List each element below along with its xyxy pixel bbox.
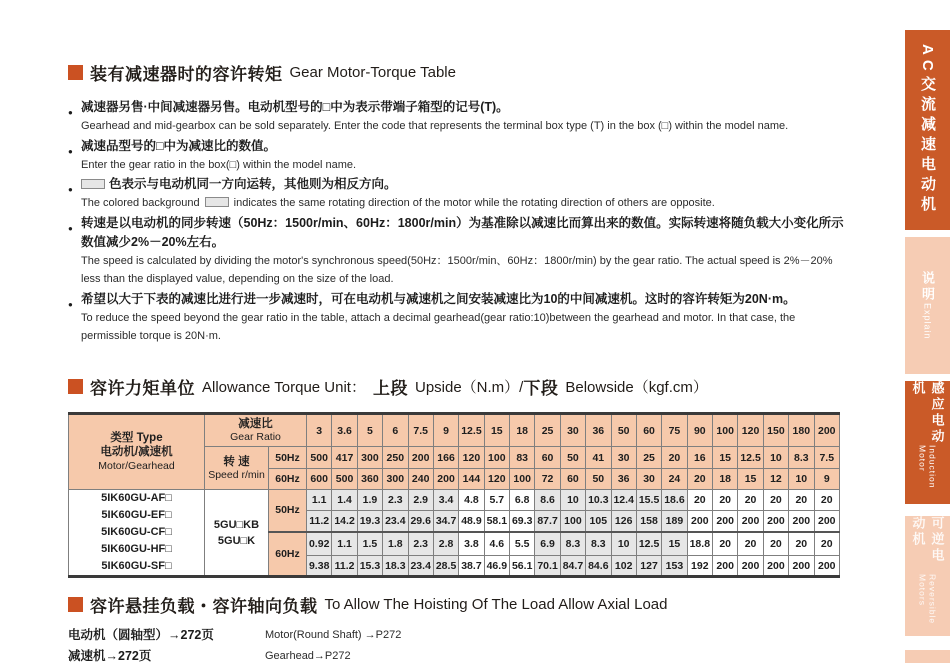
note-zh: [68, 175, 846, 194]
torque-60hz-nm: 12.5: [636, 532, 661, 556]
torque-table: [68, 412, 840, 578]
torque-60hz-kgfcm: 28.5: [433, 556, 458, 577]
speed-50hz-value: 16: [687, 447, 712, 469]
reference-row: [68, 625, 846, 646]
speed-label-zh: 转 速: [223, 455, 250, 468]
torque-table-container: [68, 412, 840, 578]
speed-50hz-value: 300: [357, 447, 382, 469]
type-header-line: 类型 Type: [110, 432, 163, 444]
torque-60hz-nm: 4.6: [484, 532, 509, 556]
gear-ratio-value: 30: [560, 414, 585, 447]
heading-downside-en: Belowside（kgf.cm）: [565, 379, 708, 396]
torque-50hz-nm: 20: [763, 490, 788, 511]
section-heading-torque-unit: [68, 374, 708, 399]
torque-60hz-nm: 5.5: [510, 532, 535, 556]
torque-50hz-kgfcm: 69.3: [510, 511, 535, 532]
speed-50hz-value: 20: [662, 447, 687, 469]
note-zh: ● 希望以大于下表的减速比进行进一步减速时，可在电动机与减速机之间安装减速比为10的中间减速机。这时的容许转矩为20N·m。: [68, 290, 846, 309]
speed-60hz-value: 144: [459, 469, 484, 490]
gearhead-cell: [205, 490, 269, 577]
note-en: Gearhead and mid-gearbox can be sold separately. Enter the code that represents the terminal box type (T) in the box (□) within the model name.: [81, 120, 789, 132]
note-item: [68, 214, 846, 289]
torque-50hz-kgfcm: 200: [814, 511, 840, 532]
torque-50hz-kgfcm: 48.9: [459, 511, 484, 532]
reference-zh: 电动机（圆轴型）→272页: [68, 628, 214, 642]
speed-label-en: Speed r/min: [208, 468, 265, 481]
speed-50hz-value: 7.5: [814, 447, 840, 469]
speed-50hz-value: 41: [586, 447, 611, 469]
speed-50hz-value: 15: [713, 447, 738, 469]
tab-text: [917, 44, 938, 216]
torque-60hz-kgfcm: 200: [713, 556, 738, 577]
gear-ratio-value: 36: [586, 414, 611, 447]
model-name: 5IK60GU-HF□: [101, 543, 172, 555]
speed-60hz-value: 24: [662, 469, 687, 490]
reference-links: [68, 625, 846, 663]
torque-60hz-nm: 0.92: [307, 532, 332, 556]
heading-en: Allowance Torque Unit：: [202, 379, 366, 396]
heading-en: To Allow The Hoisting Of The Load Allow Axial Load: [324, 596, 668, 613]
gear-ratio-label-zh: 减速比: [238, 418, 273, 430]
model-name: 5IK60GU-SF□: [101, 560, 172, 572]
gear-ratio-value: 5: [357, 414, 382, 447]
speed-60hz-value: 60: [560, 469, 585, 490]
heading-downside-zh: 下段: [523, 379, 559, 398]
torque-60hz-kgfcm: 11.2: [332, 556, 357, 577]
tab-text: [918, 271, 937, 340]
col-header-type: [69, 414, 205, 490]
hz-label-60: 60Hz: [269, 469, 307, 490]
tab-reversible-motors: [905, 516, 950, 636]
col-header-speed: [205, 447, 269, 490]
speed-60hz-value: 72: [535, 469, 560, 490]
gear-ratio-value: 200: [814, 414, 840, 447]
torque-60hz-kgfcm: 84.6: [586, 556, 611, 577]
torque-50hz-nm: 8.6: [535, 490, 560, 511]
gear-ratio-value: 9: [433, 414, 458, 447]
tab-induction-motor: [905, 381, 950, 504]
model-name: 5IK60GU-CF□: [101, 526, 172, 538]
torque-60hz-kgfcm: 102: [611, 556, 636, 577]
speed-60hz-value: 50: [586, 469, 611, 490]
torque-50hz-nm: 18.6: [662, 490, 687, 511]
torque-50hz-nm: 20: [687, 490, 712, 511]
tab-label-zh: 可逆电动机: [910, 516, 945, 564]
type-header-line: Motor/Gearhead: [98, 460, 175, 472]
torque-60hz-nm: 15: [662, 532, 687, 556]
speed-60hz-value: 360: [357, 469, 382, 490]
torque-60hz-nm: 20: [789, 532, 814, 556]
torque-50hz-kgfcm: 189: [662, 511, 687, 532]
notes-list: [68, 98, 846, 346]
page-edge-index: [905, 0, 950, 663]
tab-label-zh: 感应电动机: [910, 381, 945, 445]
note-item: [68, 175, 846, 213]
heading-upside-en: Upside（N.m）/: [414, 379, 524, 396]
torque-50hz-nm: 20: [789, 490, 814, 511]
gear-ratio-value: 100: [713, 414, 738, 447]
torque-50hz-nm: 10: [560, 490, 585, 511]
tab-ac-gear-motor: [905, 30, 950, 230]
torque-60hz-kgfcm: 127: [636, 556, 661, 577]
torque-50hz-kgfcm: 34.7: [433, 511, 458, 532]
torque-50hz-nm: 20: [713, 490, 738, 511]
note-item: [68, 290, 846, 346]
torque-50hz-nm: 1.9: [357, 490, 382, 511]
gear-ratio-value: 60: [636, 414, 661, 447]
tab-label-zh: AC交流减速电动机: [919, 44, 936, 216]
torque-50hz-kgfcm: 200: [687, 511, 712, 532]
speed-60hz-value: 15: [738, 469, 763, 490]
reference-en: Motor(Round Shaft) →P272: [265, 629, 402, 641]
torque-50hz-nm: 20: [814, 490, 840, 511]
speed-60hz-value: 300: [383, 469, 408, 490]
gear-ratio-value: 12.5: [459, 414, 484, 447]
tab-next-section-stub: [905, 650, 950, 663]
note-en: The speed is calculated by dividing the motor's synchronous speed(50Hz：1500r/min、60Hz：1800r/min) by the gear ratio. The actual speed is 2%－20% less than the displayed value, depending on the size of the load.: [81, 254, 833, 285]
gearhead-name: 5GU□K: [217, 534, 256, 547]
torque-60hz-nm: 6.9: [535, 532, 560, 556]
gear-ratio-value: 90: [687, 414, 712, 447]
tab-explain: [905, 237, 950, 374]
speed-50hz-value: 500: [307, 447, 332, 469]
torque-50hz-nm: 10.3: [586, 490, 611, 511]
tab-label-en: Explain: [922, 303, 933, 340]
torque-60hz-kgfcm: 70.1: [535, 556, 560, 577]
speed-50hz-value: 120: [459, 447, 484, 469]
gearhead-name: 5GU□KB: [213, 518, 260, 531]
torque-60hz-nm: 20: [713, 532, 738, 556]
torque-50hz-nm: 15.5: [636, 490, 661, 511]
torque-60hz-kgfcm: 56.1: [510, 556, 535, 577]
gear-ratio-value: 3: [307, 414, 332, 447]
speed-50hz-value: 50: [560, 447, 585, 469]
torque-60hz-kgfcm: 153: [662, 556, 687, 577]
gear-ratio-value: 75: [662, 414, 687, 447]
torque-60hz-kgfcm: 23.4: [408, 556, 433, 577]
speed-50hz-value: 166: [433, 447, 458, 469]
speed-60hz-value: 240: [408, 469, 433, 490]
speed-50hz-value: 250: [383, 447, 408, 469]
heading-zh: 容许悬挂负载・容许轴向负载: [90, 597, 318, 616]
speed-60hz-value: 120: [484, 469, 509, 490]
torque-60hz-kgfcm: 9.38: [307, 556, 332, 577]
hz-row-label-50: 50Hz: [269, 490, 307, 532]
torque-60hz-nm: 1.5: [357, 532, 382, 556]
torque-60hz-nm: 20: [814, 532, 840, 556]
speed-60hz-value: 9: [814, 469, 840, 490]
speed-50hz-value: 12.5: [738, 447, 763, 469]
torque-60hz-nm: 8.3: [560, 532, 585, 556]
tab-label-en: Reversible Motors: [917, 574, 938, 625]
section-allowance-torque-unit: [68, 374, 708, 399]
note-en: Enter the gear ratio in the box(□) within the model name.: [81, 158, 357, 171]
heading-square-icon: [68, 65, 83, 80]
heading-en: Gear Motor-Torque Table: [289, 64, 456, 81]
tab-text: [909, 516, 947, 636]
hz-label-50: 50Hz: [269, 447, 307, 469]
torque-50hz-kgfcm: 200: [738, 511, 763, 532]
note-zh: ● 减速品型号的□中为减速比的数值。: [68, 137, 846, 156]
gear-ratio-label-en: Gear Ratio: [230, 431, 281, 443]
reference-en: Gearhead→P272: [265, 650, 351, 662]
reference-row: [68, 646, 846, 663]
torque-50hz-nm: 2.3: [383, 490, 408, 511]
torque-60hz-kgfcm: 46.9: [484, 556, 509, 577]
section-heading-torque-table: [68, 60, 846, 85]
speed-60hz-value: 18: [713, 469, 738, 490]
note-en-text: The colored background: [81, 197, 200, 209]
torque-50hz-kgfcm: 105: [586, 511, 611, 532]
model-list-cell: [69, 490, 205, 577]
torque-50hz-kgfcm: 19.3: [357, 511, 382, 532]
torque-50hz-nm: 2.9: [408, 490, 433, 511]
gear-ratio-value: 7.5: [408, 414, 433, 447]
speed-50hz-value: 8.3: [789, 447, 814, 469]
torque-60hz-kgfcm: 18.3: [383, 556, 408, 577]
gear-ratio-value: 150: [763, 414, 788, 447]
torque-50hz-nm: 5.7: [484, 490, 509, 511]
torque-60hz-nm: 2.8: [433, 532, 458, 556]
note-zh: ● 减速器另售·中间减速器另售。电动机型号的□中为表示带端子箱型的记号(T)。: [68, 98, 846, 117]
heading-zh: 容许力矩单位: [90, 379, 195, 398]
torque-60hz-nm: 3.8: [459, 532, 484, 556]
torque-60hz-kgfcm: 200: [763, 556, 788, 577]
speed-50hz-value: 30: [611, 447, 636, 469]
torque-50hz-kgfcm: 58.1: [484, 511, 509, 532]
speed-60hz-value: 30: [636, 469, 661, 490]
torque-60hz-kgfcm: 200: [789, 556, 814, 577]
speed-50hz-value: 83: [510, 447, 535, 469]
speed-60hz-value: 600: [307, 469, 332, 490]
note-item: [68, 98, 846, 136]
section-torque-notes: [68, 60, 846, 347]
speed-50hz-value: 25: [636, 447, 661, 469]
speed-60hz-value: 36: [611, 469, 636, 490]
gear-ratio-value: 25: [535, 414, 560, 447]
gear-ratio-value: 50: [611, 414, 636, 447]
speed-50hz-value: 60: [535, 447, 560, 469]
tab-label-zh: 说明: [920, 271, 935, 304]
torque-60hz-kgfcm: 192: [687, 556, 712, 577]
torque-50hz-nm: 1.4: [332, 490, 357, 511]
heading-square-icon: [68, 379, 83, 394]
note-en-text: indicates the same rotating direction of the motor while the rotating direction of others are opposite.: [233, 197, 715, 209]
rotation-direction-swatch: [205, 197, 229, 207]
torque-50hz-nm: 12.4: [611, 490, 636, 511]
torque-50hz-kgfcm: 200: [789, 511, 814, 532]
torque-60hz-nm: 20: [763, 532, 788, 556]
torque-60hz-nm: 8.3: [586, 532, 611, 556]
torque-50hz-kgfcm: 158: [636, 511, 661, 532]
torque-60hz-kgfcm: 38.7: [459, 556, 484, 577]
type-header-line: 电动机/减速机: [100, 446, 173, 458]
torque-50hz-kgfcm: 29.6: [408, 511, 433, 532]
torque-60hz-kgfcm: 15.3: [357, 556, 382, 577]
gear-ratio-value: 180: [789, 414, 814, 447]
rotation-direction-swatch: [81, 179, 105, 189]
torque-60hz-nm: 18.8: [687, 532, 712, 556]
speed-60hz-value: 20: [687, 469, 712, 490]
speed-60hz-value: 200: [433, 469, 458, 490]
section-heading-axial-load: [68, 592, 846, 617]
heading-upside-zh: 上段: [372, 379, 408, 398]
torque-50hz-kgfcm: 14.2: [332, 511, 357, 532]
speed-50hz-value: 417: [332, 447, 357, 469]
gear-ratio-value: 15: [484, 414, 509, 447]
torque-60hz-kgfcm: 200: [814, 556, 840, 577]
torque-60hz-kgfcm: 84.7: [560, 556, 585, 577]
gear-ratio-value: 3.6: [332, 414, 357, 447]
torque-50hz-kgfcm: 23.4: [383, 511, 408, 532]
note-en: [68, 194, 846, 213]
heading-square-icon: [68, 597, 83, 612]
torque-60hz-nm: 1.1: [332, 532, 357, 556]
model-name: 5IK60GU-EF□: [101, 509, 172, 521]
gear-ratio-value: 18: [510, 414, 535, 447]
torque-60hz-nm: 2.3: [408, 532, 433, 556]
torque-50hz-nm: 20: [738, 490, 763, 511]
speed-60hz-value: 100: [510, 469, 535, 490]
reference-zh: 减速机→272页: [68, 649, 152, 663]
speed-50hz-value: 200: [408, 447, 433, 469]
torque-50hz-nm: 3.4: [433, 490, 458, 511]
section-axial-load: [68, 592, 846, 663]
torque-50hz-kgfcm: 87.7: [535, 511, 560, 532]
torque-50hz-nm: 6.8: [510, 490, 535, 511]
tab-text: [909, 381, 947, 504]
speed-60hz-value: 500: [332, 469, 357, 490]
torque-50hz-kgfcm: 200: [763, 511, 788, 532]
torque-50hz-kgfcm: 11.2: [307, 511, 332, 532]
torque-60hz-kgfcm: 200: [738, 556, 763, 577]
note-en: To reduce the speed beyond the gear ratio in the table, attach a decimal gearhead(gear ratio:10)between the gearhead and motor. In that case, the permissible torque is 20N·m.: [81, 311, 796, 342]
torque-50hz-nm: 1.1: [307, 490, 332, 511]
speed-50hz-value: 10: [763, 447, 788, 469]
note-zh: ● 转速是以电动机的同步转速（50Hz：1500r/min、60Hz：1800r/min）为基准除以减速比而算出来的数值。实际转速将随负载大小变化所示数值减少2%－20%左右。: [68, 214, 846, 252]
torque-50hz-kgfcm: 200: [713, 511, 738, 532]
gear-ratio-value: 120: [738, 414, 763, 447]
model-name: 5IK60GU-AF□: [101, 492, 172, 504]
note-zh-text: 色表示与电动机同一方向运转，其他则为相反方向。: [109, 177, 397, 191]
speed-50hz-value: 100: [484, 447, 509, 469]
tab-label-en: Induction Motor: [917, 445, 938, 489]
torque-60hz-nm: 10: [611, 532, 636, 556]
hz-row-label-60: 60Hz: [269, 532, 307, 577]
speed-60hz-value: 10: [789, 469, 814, 490]
torque-60hz-nm: 20: [738, 532, 763, 556]
note-item: [68, 137, 846, 175]
col-header-gear-ratio: [205, 414, 307, 447]
torque-50hz-kgfcm: 126: [611, 511, 636, 532]
speed-60hz-value: 12: [763, 469, 788, 490]
torque-50hz-nm: 4.8: [459, 490, 484, 511]
torque-50hz-kgfcm: 100: [560, 511, 585, 532]
torque-60hz-nm: 1.8: [383, 532, 408, 556]
heading-zh: 装有减速器时的容许转矩: [90, 65, 283, 84]
gear-ratio-value: 6: [383, 414, 408, 447]
